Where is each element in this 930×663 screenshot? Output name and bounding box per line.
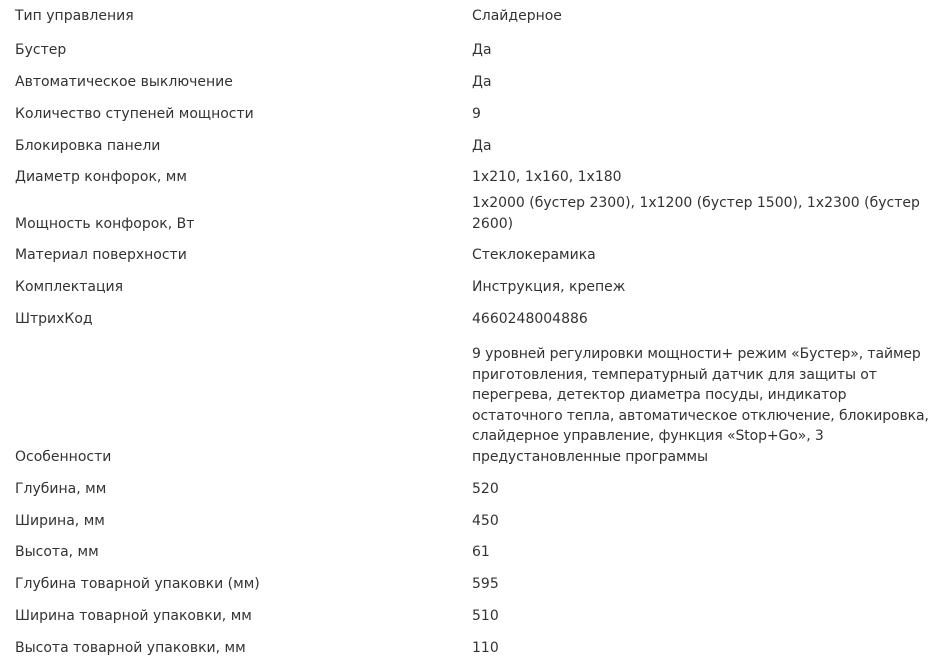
spec-label: Глубина товарной упаковки (мм) (15, 576, 260, 593)
spec-row-burner-power (0, 193, 930, 239)
spec-label: Ширина товарной упаковки, мм (15, 607, 252, 624)
spec-row-features (0, 335, 930, 473)
spec-value: Да (472, 137, 492, 154)
spec-row-power-levels (0, 98, 930, 130)
spec-row-package-contents (0, 271, 930, 303)
spec-label: Материал поверхности (15, 247, 187, 264)
spec-value: Слайдерное (472, 8, 562, 25)
spec-label: Мощность конфорок, Вт (15, 215, 195, 232)
spec-label: Глубина, мм (15, 480, 107, 497)
spec-row-barcode (0, 303, 930, 335)
spec-label: Количество ступеней мощности (15, 105, 254, 122)
spec-value: Да (472, 74, 492, 90)
spec-row-width (0, 504, 930, 536)
spec-row-booster (0, 34, 930, 66)
spec-value: 595 (472, 576, 499, 593)
spec-row-panel-lock (0, 129, 930, 161)
spec-label: Бустер (15, 42, 67, 59)
spec-value: 110 (472, 639, 499, 656)
spec-row-height (0, 536, 930, 568)
spec-value: 9 уровней регулировки мощности+ режим «Бустер», таймер приготовления, температурный датчик для защиты от перегрева, детектор диаметра посуды, индикатор остаточного тепла, автоматическое отключение, блокировка, слайдерное управление, функция «Stop+Go», 3 предустановленные программы (472, 346, 929, 465)
spec-label: Ширина, мм (15, 512, 105, 529)
spec-value: Да (472, 42, 492, 59)
spec-label: Комплектация (15, 279, 124, 296)
spec-row-package-depth (0, 568, 930, 600)
spec-value: 1x2000 (бустер 2300), 1x1200 (бустер 1500), 1x2300 (бустер 2600) (472, 194, 920, 232)
spec-label: Высота товарной упаковки, мм (15, 639, 246, 656)
spec-label: ШтрихКод (15, 310, 93, 327)
spec-value: 510 (472, 607, 499, 624)
spec-row-package-height (0, 632, 930, 663)
spec-row-auto-off (0, 66, 930, 98)
spec-row-surface-material (0, 239, 930, 271)
spec-value: 4660248004886 (472, 310, 588, 327)
spec-value: 61 (472, 544, 490, 561)
spec-row-depth (0, 473, 930, 505)
spec-value: 9 (472, 105, 481, 122)
spec-row-control-type (0, 0, 930, 34)
spec-label: Особенности (15, 448, 112, 465)
spec-row-burner-diameter (0, 161, 930, 193)
spec-label: Диаметр конфорок, мм (15, 169, 187, 186)
spec-label: Тип управления (15, 8, 134, 25)
spec-label: Блокировка панели (15, 137, 161, 154)
spec-value: Инструкция, крепеж (472, 279, 626, 296)
spec-value: 520 (472, 480, 499, 497)
spec-label: Автоматическое выключение (15, 74, 233, 90)
spec-label: Высота, мм (15, 544, 99, 561)
spec-value: Стеклокерамика (472, 247, 596, 264)
spec-value: 1x210, 1x160, 1x180 (472, 169, 622, 186)
spec-value: 450 (472, 512, 499, 529)
spec-row-package-width (0, 600, 930, 632)
